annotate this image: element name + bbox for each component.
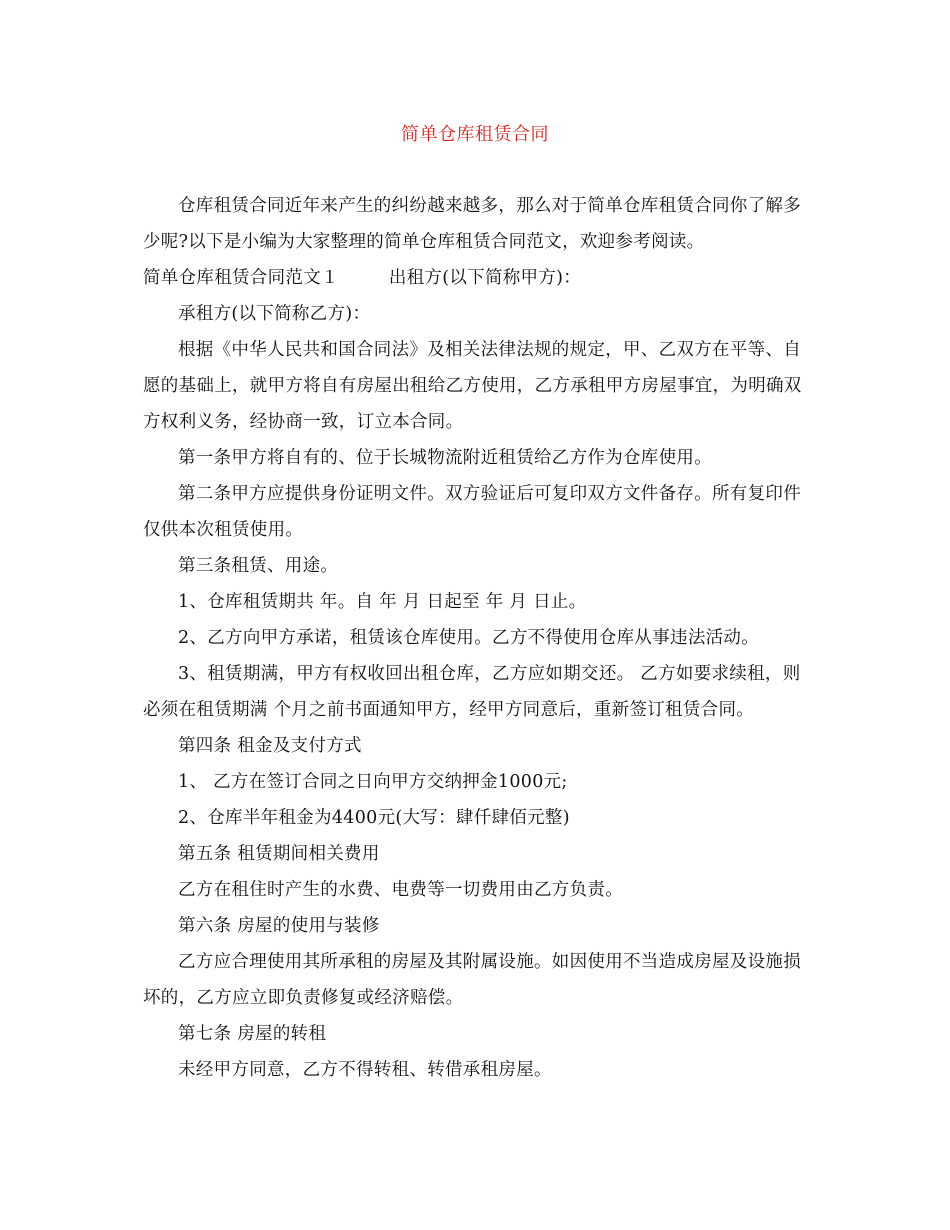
sample-heading-line <box>143 260 818 296</box>
paragraph-article-1: 第一条甲方将自有的、位于长城物流附近租赁给乙方作为仓库使用。 <box>178 448 712 468</box>
paragraph-rent: 2、仓库半年租金为4400元(大写：肆仟肆佰元整) <box>178 808 570 828</box>
paragraph-utilities: 乙方在租住时产生的水费、电费等一切费用由乙方负责。 <box>178 880 623 900</box>
paragraph-article-5: 第五条 租赁期间相关费用 <box>178 844 380 864</box>
document-title: 简单仓库租赁合同 <box>401 124 549 145</box>
paragraph-usage: 乙方应合理使用其所承租的房屋及其附属设施。如因使用不当造成房屋及设施损坏的，乙方应立即负责修复或经济赔偿。 <box>143 952 801 1008</box>
lessee-line: 承租方(以下简称乙方)： <box>178 304 371 324</box>
paragraph-article-4: 第四条 租金及支付方式 <box>178 736 362 756</box>
paragraph-lease-expiry: 3、租赁期满，甲方有权收回出租仓库，乙方应如期交还。 乙方如要求续租，则必须在租赁期满 个月之前书面通知甲方，经甲方同意后，重新签订租赁合同。 <box>143 664 801 720</box>
paragraph-lease-term: 1、仓库租赁期共 年。自 年 月 日起至 年 月 日止。 <box>178 592 587 612</box>
paragraph-legal-basis: 根据《中华人民共和国合同法》及相关法律法规的规定，甲、乙双方在平等、自愿的基础上，就甲方将自有房屋出租给乙方使用，乙方承租甲方房屋事宜，为明确双方权利义务，经协商一致，订立本合同。 <box>143 340 802 432</box>
paragraph-sublease: 未经甲方同意，乙方不得转租、转借承租房屋。 <box>178 1060 552 1080</box>
paragraph-lessee-promise: 2、乙方向甲方承诺，租赁该仓库使用。乙方不得使用仓库从事违法活动。 <box>178 628 760 648</box>
lessor-line: 出租方(以下简称甲方)： <box>388 268 582 288</box>
paragraph-article-2: 第二条甲方应提供身份证明文件。双方验证后可复印双方文件备存。所有复印件仅供本次租赁使用。 <box>143 484 801 540</box>
document-body <box>143 188 818 1088</box>
paragraph-article-7: 第七条 房屋的转租 <box>178 1024 327 1044</box>
intro-paragraph: 仓库租赁合同近年来产生的纠纷越来越多，那么对于简单仓库租赁合同你了解多少呢?以下是小编为大家整理的简单仓库租赁合同范文，欢迎参考阅读。 <box>143 196 801 252</box>
paragraph-article-3: 第三条租赁、用途。 <box>178 556 339 576</box>
sample-heading: 简单仓库租赁合同范文１ <box>143 268 339 288</box>
paragraph-article-6: 第六条 房屋的使用与装修 <box>178 916 380 936</box>
paragraph-deposit: 1、 乙方在签订合同之日向甲方交纳押金1000元; <box>178 772 568 792</box>
